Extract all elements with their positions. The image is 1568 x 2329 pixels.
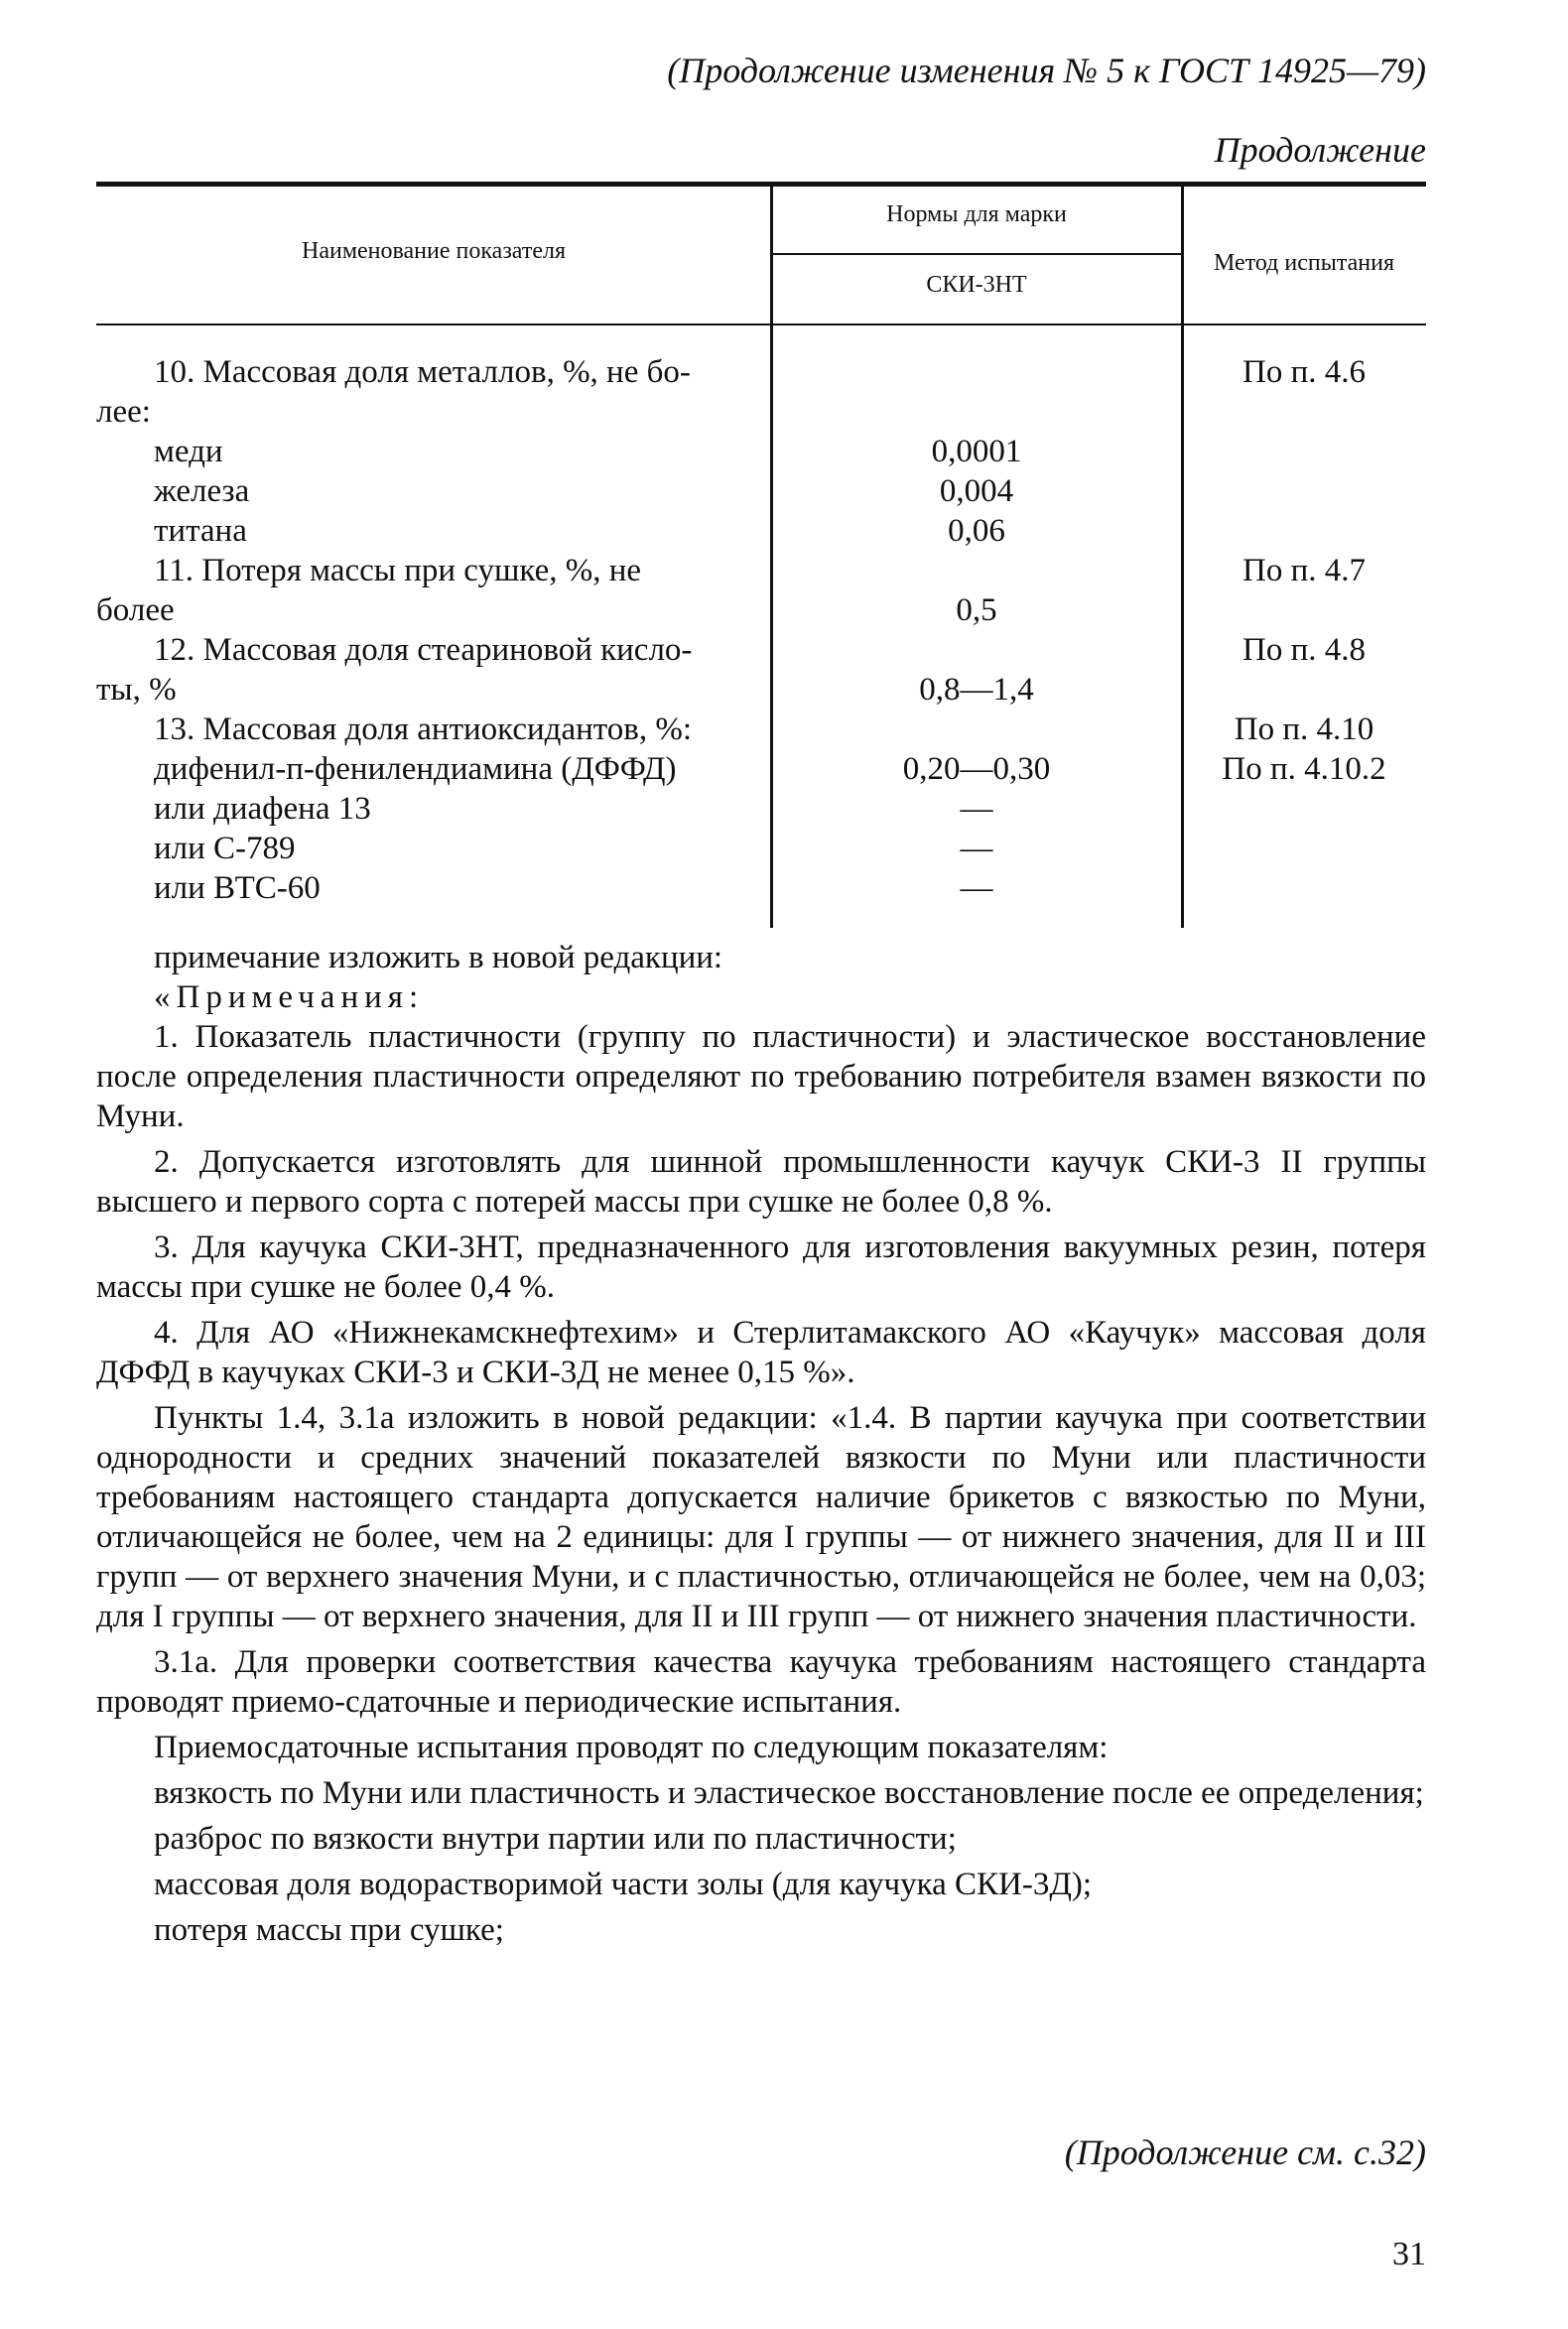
header-method: Метод испытания <box>1214 250 1394 276</box>
row-value: — <box>960 870 993 906</box>
row-value: 0,8—1,4 <box>919 672 1034 708</box>
note-2: 2. Допускается изготовлять для шинной промышленности каучук СКИ-3 II группы высшего и первого сорта с потерей массы при сушке не более 0,8 %. <box>96 1144 1426 1220</box>
norm-subheader-rule <box>771 253 1182 255</box>
table-header-rule <box>96 323 1426 325</box>
table-row: или ВТС-60 <box>154 870 321 906</box>
row-name-cont: ты, % <box>96 672 177 708</box>
row-method: По п. 4.8 <box>1242 632 1366 668</box>
table-continuation-label: Продолжение <box>1214 130 1426 170</box>
row-value: 0,004 <box>939 473 1014 509</box>
row-value: — <box>960 791 993 827</box>
table-row: или диафена 13 <box>154 791 371 827</box>
row-method: По п. 4.10 <box>1234 712 1374 747</box>
specification-table <box>96 182 1426 928</box>
table-row <box>96 551 771 630</box>
header-norm: Нормы для марки <box>886 201 1067 227</box>
row-method: По п. 4.10.2 <box>1222 751 1386 787</box>
table-row: дифенил-п-фенилендиамина (ДФФД) <box>154 751 677 787</box>
table-row: титана <box>154 513 247 549</box>
row-value: 0,20—0,30 <box>902 751 1051 787</box>
note-3: 3. Для каучука СКИ-3НТ, предназначенного для изготовления вакуумных резин, потеря массы при сушке не более 0,4 %. <box>96 1229 1426 1305</box>
row-value: 0,0001 <box>931 434 1022 469</box>
list-item: вязкость по Муни или пластичность и эластическое восстановление после ее определения; <box>154 1775 1424 1811</box>
note-1: 1. Показатель пластичности (группу по пластичности) и эластическое восстановление после определения пластичности определяют по требованию потребителя взамен вязкости по Муни. <box>96 1019 1426 1134</box>
page-number: 31 <box>1392 2236 1426 2272</box>
row-name-cont: лее: <box>96 394 151 430</box>
paragraph-acceptance: Приемосдаточные испытания проводят по следующим показателям: <box>154 1730 1109 1765</box>
table-row: или С-789 <box>154 831 296 866</box>
row-name-cont: более <box>96 592 175 628</box>
header-grade: СКИ-3НТ <box>926 272 1027 298</box>
row-name: 12. Массовая доля стеариновой кисло- <box>154 632 693 668</box>
row-value: — <box>960 831 993 866</box>
note-4: 4. Для АО «Нижнекамскнефтехим» и Стерлитамакского АО «Каучук» массовая доля ДФФД в каучуках СКИ-3 и СКИ-3Д не менее 0,15 %». <box>96 1315 1426 1390</box>
row-name: 11. Потеря массы при сушке, %, не <box>154 553 642 588</box>
table-row: железа <box>154 473 250 509</box>
list-item: массовая доля водорастворимой части золы (для каучука СКИ-3Д); <box>154 1867 1093 1902</box>
row-value: 0,5 <box>956 592 997 628</box>
continuation-header: (Продолжение изменения № 5 к ГОСТ 14925—79) <box>667 51 1426 90</box>
table-row <box>96 630 771 710</box>
row-method: По п. 4.7 <box>1242 553 1366 588</box>
header-indicator-name: Наименование показателя <box>302 238 566 264</box>
table-top-rule <box>96 182 1426 187</box>
table-row <box>96 352 771 432</box>
document-body <box>96 938 1426 1950</box>
table-row: 13. Массовая доля антиоксидантов, %: <box>154 712 692 747</box>
row-value: 0,06 <box>948 513 1005 549</box>
table-row: меди <box>154 434 223 469</box>
continued-footer: (Продолжение см. с.32) <box>1064 2133 1426 2172</box>
paragraph: примечание изложить в новой редакции: <box>154 940 723 975</box>
row-method: По п. 4.6 <box>1242 354 1366 390</box>
notes-heading: «Примечания: <box>154 979 425 1015</box>
paragraph-3-1a: 3.1а. Для проверки соответствия качества каучука требованиям настоящего стандарта проводят приемо-сдаточные и периодические испытания. <box>96 1644 1426 1720</box>
paragraph-items-1-4: Пункты 1.4, 3.1а изложить в новой редакции: «1.4. В партии каучука при соответствии однородности и средних значений показателей вязкости по Муни или пластичности требованиям настоящего стандарта допускается наличие брикетов с вязкостью по Муни, отличающейся не более, чем на 2 единицы: для I группы — от нижнего значения, для II и III групп — от верхнего значения Муни, и с пластичностью, отличающейся не более, чем на 0,03; для I группы — от верхнего значения, для II и III групп — от нижнего значения пластичности. <box>96 1400 1426 1634</box>
row-name: 10. Массовая доля металлов, %, не бо- <box>154 354 691 390</box>
list-item: разброс по вязкости внутри партии или по пластичности; <box>154 1821 957 1857</box>
list-item: потеря массы при сушке; <box>154 1912 504 1948</box>
